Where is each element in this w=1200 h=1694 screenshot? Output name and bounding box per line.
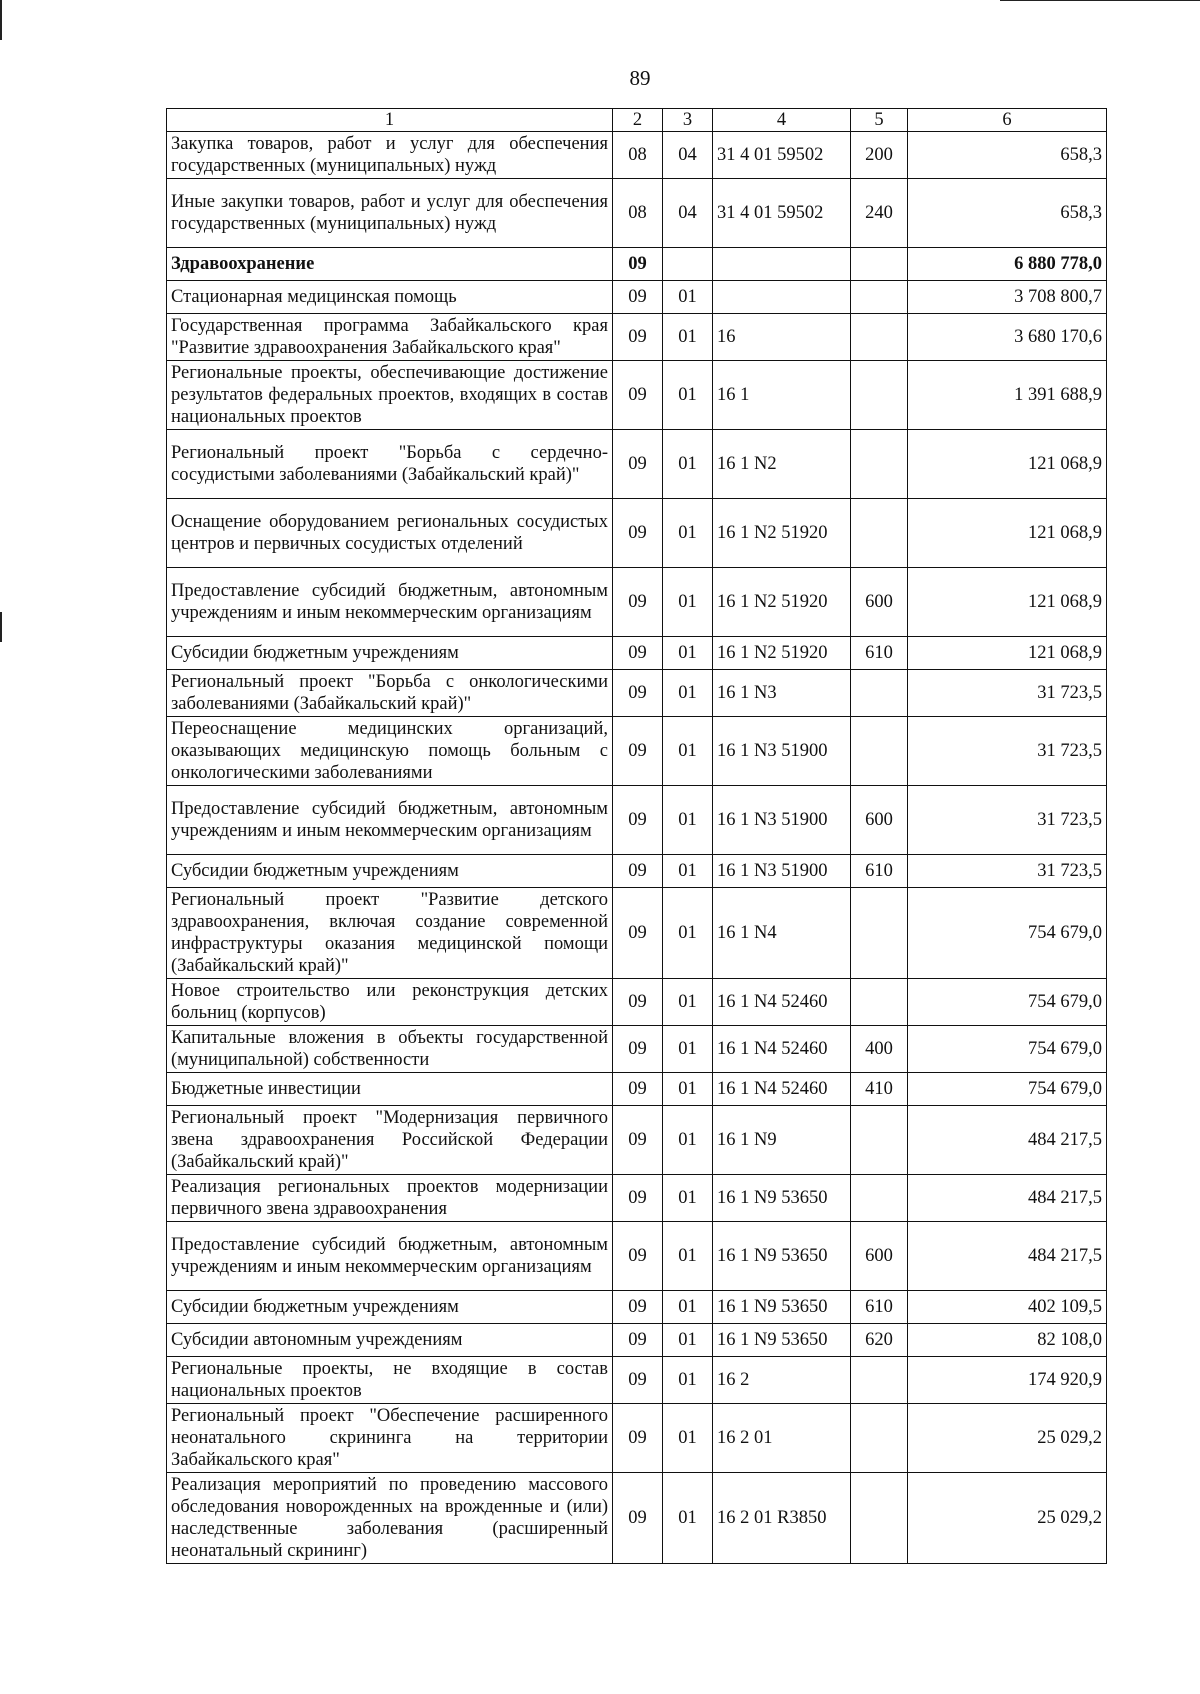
row-subsection: 01 <box>663 855 713 888</box>
row-expense-type <box>851 979 908 1026</box>
row-subsection: 04 <box>663 179 713 248</box>
table-row <box>167 1291 1107 1324</box>
row-expense-type: 400 <box>851 1026 908 1073</box>
row-section: 09 <box>613 1026 663 1073</box>
table-row <box>167 132 1107 179</box>
row-amount: 1 391 688,9 <box>908 361 1107 430</box>
row-section: 09 <box>613 855 663 888</box>
row-section: 09 <box>613 430 663 499</box>
row-expense-type <box>851 717 908 786</box>
row-amount: 174 920,9 <box>908 1357 1107 1404</box>
row-amount: 754 679,0 <box>908 979 1107 1026</box>
row-amount: 31 723,5 <box>908 717 1107 786</box>
row-target-article: 16 1 N9 53650 <box>713 1291 851 1324</box>
row-expense-type: 600 <box>851 1222 908 1291</box>
row-subsection: 01 <box>663 430 713 499</box>
row-target-article: 16 1 N9 53650 <box>713 1175 851 1222</box>
row-name: Стационарная медицинская помощь <box>167 281 613 314</box>
row-amount: 31 723,5 <box>908 855 1107 888</box>
row-subsection: 01 <box>663 361 713 430</box>
row-name: Закупка товаров, работ и услуг для обеспечения государственных (муниципальных) нужд <box>167 132 613 179</box>
table-row <box>167 179 1107 248</box>
row-expense-type: 410 <box>851 1073 908 1106</box>
row-target-article: 16 1 N3 <box>713 670 851 717</box>
table-row <box>167 568 1107 637</box>
row-name: Региональные проекты, не входящие в состав национальных проектов <box>167 1357 613 1404</box>
table-row <box>167 1357 1107 1404</box>
row-amount: 3 708 800,7 <box>908 281 1107 314</box>
row-subsection: 01 <box>663 1404 713 1473</box>
row-target-article <box>713 281 851 314</box>
row-section: 09 <box>613 979 663 1026</box>
row-name: Предоставление субсидий бюджетным, автономным учреждениям и иным некоммерческим организациям <box>167 786 613 855</box>
row-subsection: 01 <box>663 670 713 717</box>
row-section: 09 <box>613 1073 663 1106</box>
row-target-article: 16 1 N9 53650 <box>713 1324 851 1357</box>
column-header-name: 1 <box>167 109 613 132</box>
row-subsection: 01 <box>663 1175 713 1222</box>
table-row <box>167 1175 1107 1222</box>
row-expense-type <box>851 314 908 361</box>
row-section: 09 <box>613 1357 663 1404</box>
table-row <box>167 855 1107 888</box>
row-amount: 121 068,9 <box>908 637 1107 670</box>
row-expense-type <box>851 1473 908 1564</box>
row-section: 09 <box>613 1324 663 1357</box>
row-amount: 754 679,0 <box>908 1026 1107 1073</box>
row-name: Бюджетные инвестиции <box>167 1073 613 1106</box>
row-name: Реализация региональных проектов модернизации первичного звена здравоохранения <box>167 1175 613 1222</box>
row-amount: 484 217,5 <box>908 1222 1107 1291</box>
row-subsection: 01 <box>663 314 713 361</box>
row-subsection: 01 <box>663 786 713 855</box>
row-amount: 31 723,5 <box>908 786 1107 855</box>
row-name: Переоснащение медицинских организаций, оказывающих медицинскую помощь больным с онкологическими заболеваниями <box>167 717 613 786</box>
row-target-article: 16 1 N3 51900 <box>713 717 851 786</box>
row-amount: 82 108,0 <box>908 1324 1107 1357</box>
row-section: 09 <box>613 1106 663 1175</box>
row-subsection: 01 <box>663 1291 713 1324</box>
row-target-article <box>713 248 851 281</box>
row-target-article: 16 2 <box>713 1357 851 1404</box>
row-section: 09 <box>613 314 663 361</box>
row-target-article: 16 2 01 <box>713 1404 851 1473</box>
row-section: 09 <box>613 1222 663 1291</box>
row-name: Региональный проект "Модернизация первичного звена здравоохранения Российской Федерации (Забайкальский край)" <box>167 1106 613 1175</box>
row-section: 09 <box>613 1404 663 1473</box>
column-header-target-article: 4 <box>713 109 851 132</box>
row-section: 09 <box>613 888 663 979</box>
row-name: Региональный проект "Развитие детского здравоохранения, включая создание современной инфраструктуры оказания медицинской помощи (Забайкальский край)" <box>167 888 613 979</box>
table-row <box>167 430 1107 499</box>
table-row <box>167 979 1107 1026</box>
row-amount: 31 723,5 <box>908 670 1107 717</box>
row-expense-type <box>851 361 908 430</box>
table-row <box>167 1026 1107 1073</box>
row-expense-type <box>851 1404 908 1473</box>
row-subsection: 01 <box>663 1026 713 1073</box>
row-section: 09 <box>613 499 663 568</box>
row-name: Предоставление субсидий бюджетным, автономным учреждениям и иным некоммерческим организациям <box>167 1222 613 1291</box>
row-amount: 25 029,2 <box>908 1473 1107 1564</box>
table-row <box>167 314 1107 361</box>
row-subsection: 01 <box>663 637 713 670</box>
row-target-article: 16 1 N9 <box>713 1106 851 1175</box>
row-amount: 658,3 <box>908 132 1107 179</box>
row-target-article: 16 2 01 R3850 <box>713 1473 851 1564</box>
row-section: 09 <box>613 670 663 717</box>
row-target-article: 16 1 N3 51900 <box>713 855 851 888</box>
table-row <box>167 1222 1107 1291</box>
row-amount: 3 680 170,6 <box>908 314 1107 361</box>
row-expense-type: 240 <box>851 179 908 248</box>
row-name: Субсидии бюджетным учреждениям <box>167 1291 613 1324</box>
row-expense-type: 200 <box>851 132 908 179</box>
table-row <box>167 361 1107 430</box>
row-name: Региональный проект "Борьба с онкологическими заболеваниями (Забайкальский край)" <box>167 670 613 717</box>
row-section: 09 <box>613 1291 663 1324</box>
column-header-subsection: 3 <box>663 109 713 132</box>
row-expense-type: 610 <box>851 637 908 670</box>
row-subsection: 01 <box>663 281 713 314</box>
row-name: Предоставление субсидий бюджетным, автономным учреждениям и иным некоммерческим организациям <box>167 568 613 637</box>
row-amount: 484 217,5 <box>908 1106 1107 1175</box>
row-target-article: 16 1 N9 53650 <box>713 1222 851 1291</box>
table-row <box>167 670 1107 717</box>
row-expense-type <box>851 430 908 499</box>
column-header-expense-type: 5 <box>851 109 908 132</box>
row-target-article: 16 <box>713 314 851 361</box>
table-row <box>167 1073 1107 1106</box>
row-target-article: 16 1 N4 <box>713 888 851 979</box>
row-target-article: 31 4 01 59502 <box>713 132 851 179</box>
row-name: Субсидии бюджетным учреждениям <box>167 855 613 888</box>
table-row <box>167 888 1107 979</box>
table-row <box>167 1324 1107 1357</box>
row-subsection: 01 <box>663 1357 713 1404</box>
row-subsection: 01 <box>663 1473 713 1564</box>
row-expense-type: 600 <box>851 786 908 855</box>
row-subsection: 01 <box>663 1222 713 1291</box>
row-name: Капитальные вложения в объекты государственной (муниципальной) собственности <box>167 1026 613 1073</box>
row-target-article: 16 1 N4 52460 <box>713 979 851 1026</box>
row-subsection: 01 <box>663 1073 713 1106</box>
row-target-article: 16 1 <box>713 361 851 430</box>
column-header-amount: 6 <box>908 109 1107 132</box>
row-subsection: 01 <box>663 1324 713 1357</box>
row-section: 09 <box>613 637 663 670</box>
scan-edge-mark-left <box>0 612 2 642</box>
page-number: 89 <box>629 66 651 90</box>
row-amount: 121 068,9 <box>908 430 1107 499</box>
row-amount: 6 880 778,0 <box>908 248 1107 281</box>
row-section: 09 <box>613 248 663 281</box>
scan-edge-mark-top-left <box>0 0 2 40</box>
row-amount: 754 679,0 <box>908 1073 1107 1106</box>
row-subsection <box>663 248 713 281</box>
row-amount: 484 217,5 <box>908 1175 1107 1222</box>
row-target-article: 16 1 N4 52460 <box>713 1026 851 1073</box>
row-target-article: 31 4 01 59502 <box>713 179 851 248</box>
row-subsection: 01 <box>663 888 713 979</box>
row-subsection: 01 <box>663 568 713 637</box>
row-section: 08 <box>613 179 663 248</box>
row-name: Региональный проект "Борьба с сердечно-сосудистыми заболеваниями (Забайкальский край)" <box>167 430 613 499</box>
row-expense-type: 620 <box>851 1324 908 1357</box>
row-amount: 402 109,5 <box>908 1291 1107 1324</box>
row-expense-type <box>851 499 908 568</box>
row-name: Региональный проект "Обеспечение расширенного неонатального скрининга на территории Забайкальского края" <box>167 1404 613 1473</box>
row-section: 09 <box>613 1473 663 1564</box>
row-target-article: 16 1 N3 51900 <box>713 786 851 855</box>
row-subsection: 01 <box>663 499 713 568</box>
row-target-article: 16 1 N4 52460 <box>713 1073 851 1106</box>
table-row <box>167 786 1107 855</box>
row-name: Иные закупки товаров, работ и услуг для обеспечения государственных (муниципальных) нужд <box>167 179 613 248</box>
row-expense-type: 610 <box>851 855 908 888</box>
row-expense-type: 610 <box>851 1291 908 1324</box>
table-row <box>167 1404 1107 1473</box>
row-section: 09 <box>613 281 663 314</box>
row-target-article: 16 1 N2 51920 <box>713 499 851 568</box>
row-name: Субсидии автономным учреждениям <box>167 1324 613 1357</box>
row-section: 08 <box>613 132 663 179</box>
row-amount: 121 068,9 <box>908 568 1107 637</box>
row-amount: 25 029,2 <box>908 1404 1107 1473</box>
row-amount: 658,3 <box>908 179 1107 248</box>
row-section: 09 <box>613 786 663 855</box>
row-target-article: 16 1 N2 51920 <box>713 637 851 670</box>
row-subsection: 01 <box>663 1106 713 1175</box>
row-name: Оснащение оборудованием региональных сосудистых центров и первичных сосудистых отделений <box>167 499 613 568</box>
table-row <box>167 1473 1107 1564</box>
row-amount: 754 679,0 <box>908 888 1107 979</box>
table-row <box>167 637 1107 670</box>
row-subsection: 04 <box>663 132 713 179</box>
row-target-article: 16 1 N2 <box>713 430 851 499</box>
row-section: 09 <box>613 1175 663 1222</box>
row-target-article: 16 1 N2 51920 <box>713 568 851 637</box>
budget-table <box>166 108 1107 1564</box>
row-name: Государственная программа Забайкальского края "Развитие здравоохранения Забайкальского края" <box>167 314 613 361</box>
row-expense-type: 600 <box>851 568 908 637</box>
row-section: 09 <box>613 361 663 430</box>
row-expense-type <box>851 1357 908 1404</box>
table-row <box>167 281 1107 314</box>
row-expense-type <box>851 1175 908 1222</box>
row-name: Новое строительство или реконструкция детских больниц (корпусов) <box>167 979 613 1026</box>
row-name: Реализация мероприятий по проведению массового обследования новорожденных на врожденные и (или) наследственные заболевания (расширенный неонатальный скрининг) <box>167 1473 613 1564</box>
row-expense-type <box>851 281 908 314</box>
table-header-row <box>167 109 1107 132</box>
table-row <box>167 499 1107 568</box>
row-subsection: 01 <box>663 979 713 1026</box>
row-name: Региональные проекты, обеспечивающие достижение результатов федеральных проектов, входящих в состав национальных проектов <box>167 361 613 430</box>
table-row <box>167 717 1107 786</box>
row-subsection: 01 <box>663 717 713 786</box>
row-section: 09 <box>613 568 663 637</box>
table-row <box>167 1106 1107 1175</box>
row-section: 09 <box>613 717 663 786</box>
row-expense-type <box>851 248 908 281</box>
row-name: Здравоохранение <box>167 248 613 281</box>
row-amount: 121 068,9 <box>908 499 1107 568</box>
scan-edge-mark-top <box>1000 0 1200 1</box>
row-expense-type <box>851 670 908 717</box>
row-expense-type <box>851 888 908 979</box>
row-name: Субсидии бюджетным учреждениям <box>167 637 613 670</box>
row-expense-type <box>851 1106 908 1175</box>
table-row <box>167 248 1107 281</box>
column-header-section: 2 <box>613 109 663 132</box>
